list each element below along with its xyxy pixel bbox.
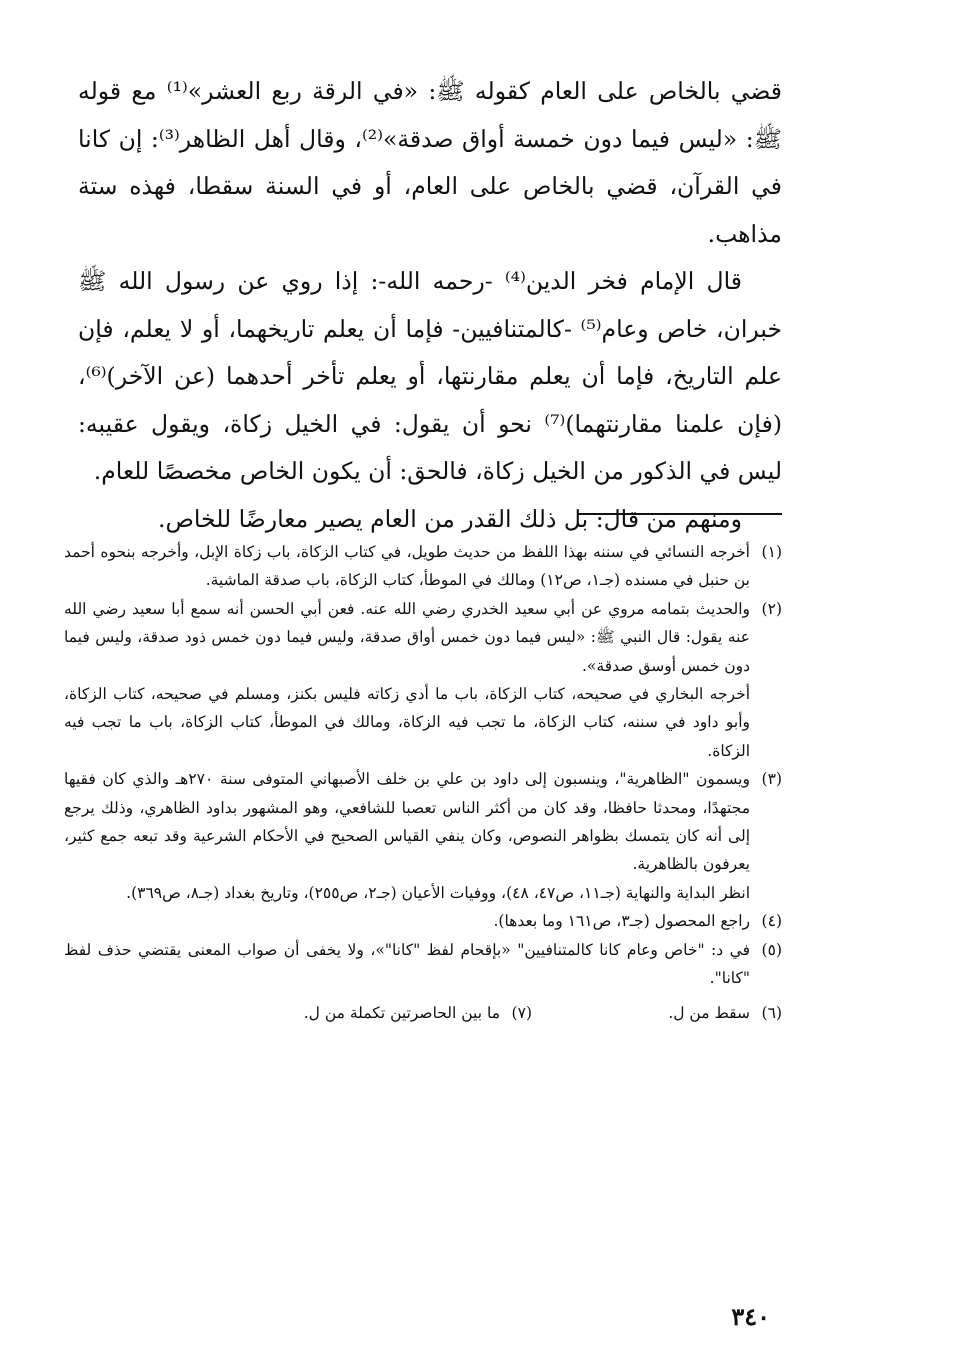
footnote-text: ويسمون "الظاهرية"، وينسبون إلى داود بن علي بن خلف الأصبهاني المتوفى سنة ٢٧٠هـ والذي كان فقيها مجتهدًا، ومحدثا حافظا، وقد كان من أكثر الناس تعصبا للشافعي، وهو المشهور بداود الظاهري، وذلك يرجع إلى أنه كان يتمسك بظواهر النصوص، وكان ينفي القياس الصحيح في الأحكام الشرعية وقد تبعه جمع كثير، يعرفون بالظاهرية. xyxy=(64,770,750,874)
footnote-text: أخرجه النسائي في سننه بهذا اللفظ من حديث طويل، في كتاب الزكاة، باب زكاة الإبل، وأخرجه بنحوه أحمد بن حنبل في مسنده (جـ١، ص١٢) ومالك في الموطأ، كتاب الزكاة، باب صدقة الماشية. xyxy=(64,543,750,590)
footnote-number: (٦) xyxy=(761,1003,782,1022)
footnote-separator xyxy=(577,513,782,515)
footnote-3 xyxy=(64,765,782,907)
footnote-number: (٧) xyxy=(511,1003,532,1022)
footnote-number: (١) xyxy=(761,543,782,561)
main-paragraph-1: قضي بالخاص على العام كقوله ﷺ: «في الرقة ربع العشر»⁽¹⁾ مع قوله ﷺ: «ليس فيما دون خمسة أواق صدقة»⁽²⁾، وقال أهل الظاهر⁽³⁾: إن كانا في القرآن، قضي بالخاص على العام، أو في السنة سقطا، فهذه ستة مذاهب. xyxy=(78,77,782,248)
footnote-1 xyxy=(64,538,782,595)
footnote-7 xyxy=(304,999,532,1027)
page-number: ٣٤٠ xyxy=(731,1302,770,1331)
footnote-number: (٤) xyxy=(761,912,782,931)
footnote-text: ما بين الحاصرتين تكملة من ل. xyxy=(303,1003,500,1022)
footnote-text: راجع المحصول (جـ٣، ص١٦١ وما بعدها). xyxy=(493,912,750,931)
footnote-text: سقط من ل. xyxy=(668,1003,750,1022)
footnotes xyxy=(64,538,782,1027)
main-text xyxy=(78,68,782,543)
footnote-4 xyxy=(64,907,782,935)
footnotes-last-row xyxy=(64,999,782,1027)
footnote-2 xyxy=(64,595,782,765)
footnote-text: انظر البداية والنهاية (جـ١١، ص٤٧، ٤٨)، ووفيات الأعيان (جـ٢، ص٢٥٥)، وتاريخ بغداد (جـ٨، ص٣٦٩). xyxy=(126,883,750,902)
footnote-6 xyxy=(532,999,782,1027)
footnote-text: والحديث بتمامه مروي عن أبي سعيد الخدري رضي الله عنه. فعن أبي الحسن أنه سمع أبا سعيد رضي الله عنه يقول: قال النبي ﷺ: «ليس فيما دون خمس أواق صدقة، وليس فيما دون خمس ذود صدقة، وليس فيما دون خمس أوسق صدقة». xyxy=(64,599,750,675)
footnote-number: (٥) xyxy=(761,940,782,959)
footnote-text: أخرجه البخاري في صحيحه، كتاب الزكاة، باب ما أدي زكاته فليس بكنز، ومسلم في صحيحه، كتاب الزكاة، وأبو داود في سننه، كتاب الزكاة، ما تجب فيه الزكاة، ومالك في الموطأ، كتاب الزكاة، باب ما تجب فيه الزكاة. xyxy=(64,685,750,760)
footnote-text: في د: "خاص وعام كانا كالمتنافيين" «بإقحام لفظ "كانا"»، ولا يخفى أن صواب المعنى يقتضي حذف لفظ "كانا". xyxy=(64,940,750,988)
footnote-number: (٣) xyxy=(761,770,782,789)
footnote-5 xyxy=(64,936,782,993)
main-paragraph-3: ومنهم من قال: بل ذلك القدر من العام يصير معارضًا للخاص. xyxy=(158,504,742,533)
main-paragraph-2: قال الإمام فخر الدين⁽⁴⁾ -رحمه الله-: إذا روي عن رسول الله ﷺ خبران، خاص وعام⁽⁵⁾ -كالمتنافيين- فإما أن يعلم تاريخهما، أو لا يعلم، فإن علم التاريخ، فإما أن يعلم مقارنتها، أو يعلم تأخر أحدهما (عن الآخر)⁽⁶⁾، (فإن علمنا مقارنتهما)⁽⁷⁾ نحو أن يقول: في الخيل زكاة، ويقول عقيبه: ليس في الذكور من الخيل زكاة، فالحق: أن يكون الخاص مخصصًا للعام. xyxy=(78,267,782,485)
footnote-number: (٢) xyxy=(761,599,782,618)
